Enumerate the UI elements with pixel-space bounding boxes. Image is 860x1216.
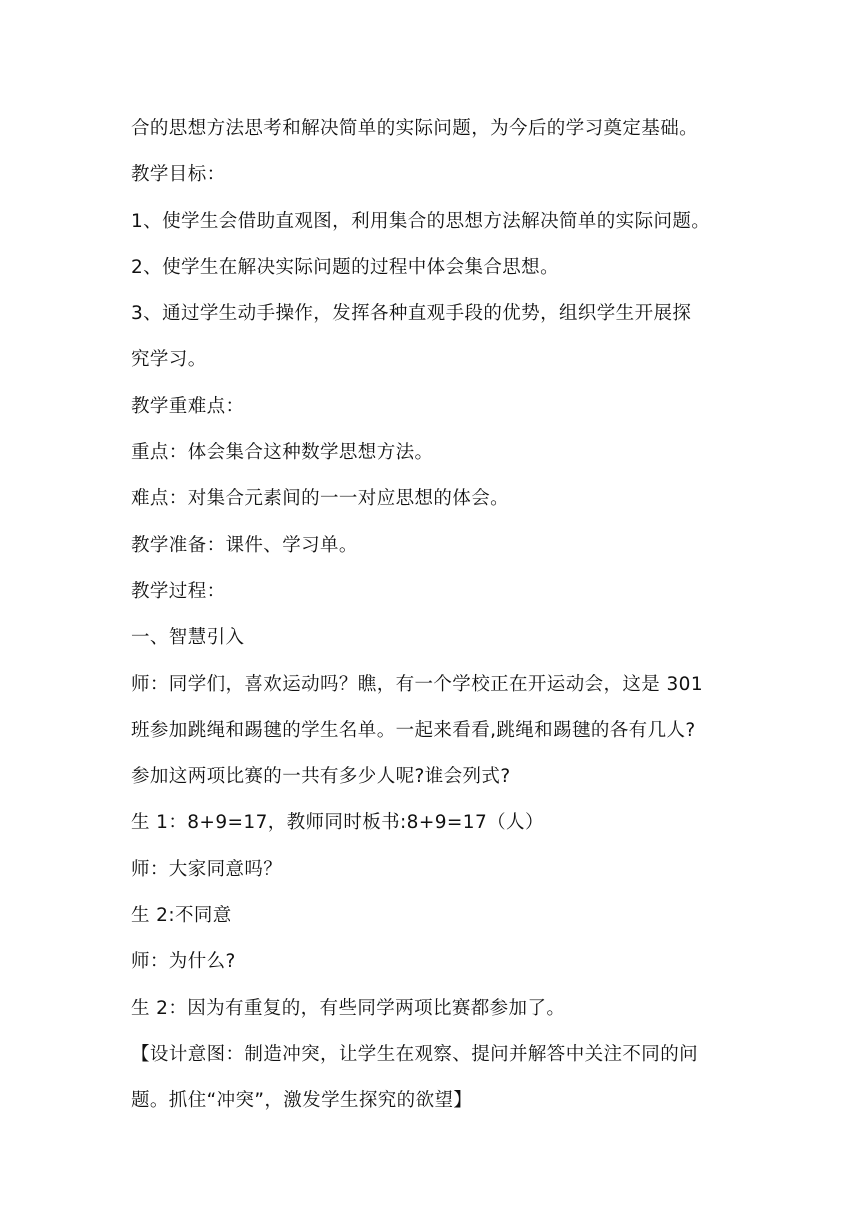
text-line: 班参加跳绳和踢毽的学生名单。一起来看看,跳绳和踢毽的各有几人? (131, 719, 696, 741)
text-line: 师：同学们，喜欢运动吗？瞧，有一个学校正在开运动会，这是 301 (131, 673, 703, 695)
design-intent-note: 【设计意图：制造冲突，让学生在观察、提问并解答中关注不同的问 (131, 1043, 699, 1065)
text-line: 师：大家同意吗？ (131, 858, 283, 880)
text-line: 合的思想方法思考和解决简单的实际问题，为今后的学习奠定基础。 (131, 118, 699, 139)
text-line: 重点：体会集合这种数学思想方法。 (131, 442, 434, 464)
subsection-heading: 一、智慧引入 (131, 627, 245, 649)
text-line: 3、通过学生动手操作，发挥各种直观手段的优势，组织学生开展探 (131, 303, 692, 325)
text-line: 生 1：8+9=17，教师同时板书:8+9=17（人） (131, 812, 544, 834)
text-line: 教学准备：课件、学习单。 (131, 534, 358, 556)
design-intent-note: 题。抓住“冲突”，激发学生探究的欲望】 (131, 1090, 473, 1112)
section-heading-process: 教学过程： (131, 580, 226, 602)
text-line: 生 2：因为有重复的，有些同学两项比赛都参加了。 (131, 997, 566, 1019)
text-line: 难点：对集合元素间的一一对应思想的体会。 (131, 488, 510, 510)
section-heading-key-points: 教学重难点： (131, 395, 245, 417)
text-line: 1、使学生会借助直观图，利用集合的思想方法解决简单的实际问题。 (131, 210, 711, 232)
text-line: 生 2:不同意 (131, 905, 232, 927)
text-line: 2、使学生在解决实际问题的过程中体会集合思想。 (131, 256, 559, 278)
text-line: 究学习。 (131, 349, 207, 371)
text-line: 参加这两项比赛的一共有多少人呢?谁会列式? (131, 766, 511, 788)
section-heading-objectives: 教学目标： (131, 164, 226, 186)
text-line: 师：为什么? (131, 951, 236, 973)
document-body (131, 106, 736, 1125)
